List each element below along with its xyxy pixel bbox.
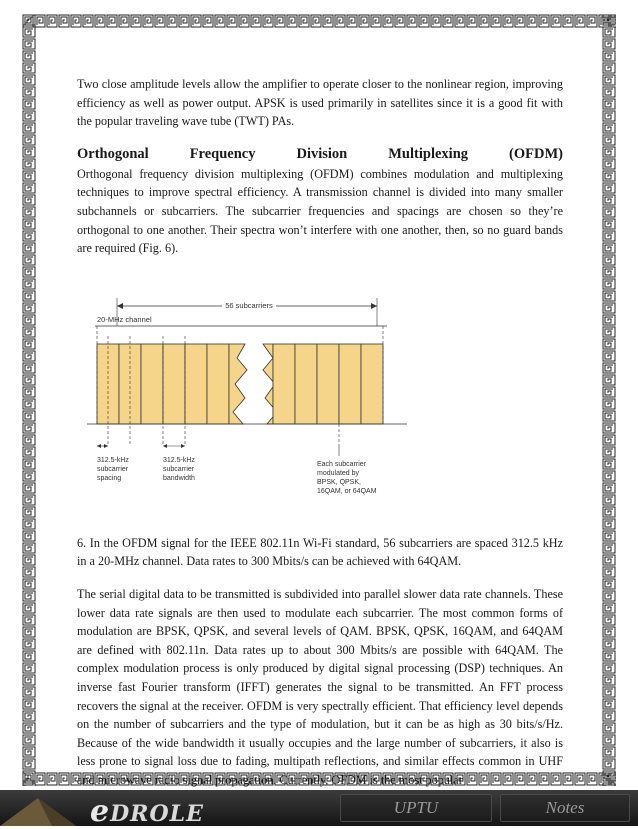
page-content	[77, 75, 563, 789]
border-right	[602, 14, 616, 786]
label-bandwidth-line: 312.5-kHz	[163, 456, 195, 464]
border-top	[22, 14, 616, 28]
paragraph-details: The serial digital data to be transmitted is subdivided into parallel slower data rate channels. These lower data rate signals are then used to modulate each subcarrier. The most common forms of modulation are BPSK, QPSK, and several levels of QAM. BPSK, QPSK, 16QAM, and 64QAM are defined with 802.11n. Data rates up to about 300 Mbits/s are possible with 64QAM. The complex modulation process is only produced by digital signal processing (DSP) techniques. An inverse fast Fourier transform (IFFT) generates the signal to be transmitted. An FFT process recovers the signal at the receiver. OFDM is very spectrally efficient. That efficiency level depends on the number of subcarriers and the type of modulation, but it can be as high as 30 bits/s/Hz. Because of the wide bandwidth it usually occupies and the large number of subcarriers, it also is less prone to signal loss due to fading, multipath reflections, and similar effects common in UHF and microwave radio signal propagation. Currently, OFDM is the most popular	[77, 586, 563, 787]
subcarrier-bar	[317, 344, 339, 424]
label-subcarriers: 56 subcarriers	[225, 300, 273, 310]
heading-word: Division	[296, 145, 348, 162]
label-spacing-line: spacing	[97, 474, 122, 482]
label-modulated-line: 16QAM, or 64QAM	[317, 487, 377, 495]
label-bandwidth-line: bandwidth	[163, 474, 195, 482]
label-modulated-line: modulated by	[317, 469, 360, 477]
label-spacing-line: 312.5-kHz	[97, 456, 129, 464]
subcarrier-group	[97, 344, 383, 424]
subcarrier-bar	[185, 344, 207, 424]
subcarrier-bar	[141, 344, 163, 424]
ofdm-diagram	[77, 296, 563, 518]
subcarrier-bar	[295, 344, 317, 424]
label-channel: 20-MHz channel	[97, 314, 152, 324]
figure-caption: 6. In the OFDM signal for the IEEE 802.11n Wi-Fi standard, 56 subcarriers are spaced 312.5 kHz in a 20-MHz channel. Data rates to 300 Mbits/s can be achieved with 64QAM.	[77, 535, 563, 569]
border-left	[22, 14, 36, 786]
heading-word: Orthogonal	[77, 145, 149, 162]
heading-word: Multiplexing	[388, 145, 469, 162]
subcarrier-bar	[273, 344, 295, 424]
edrole-logo	[90, 794, 204, 829]
label-bandwidth-line: subcarrier	[163, 465, 195, 473]
paragraph-intro: Two close amplitude levels allow the amplifier to operate closer to the nonlinear region, improving efficiency as well as power output. APSK is used primarily in satellites since it is a good fit with the popular traveling wave tube (TWT) PAs.	[77, 77, 563, 129]
subcarrier-bar	[163, 344, 185, 424]
subcarrier-bar	[207, 344, 229, 424]
section-heading	[77, 145, 563, 163]
subcarrier-bar-broken	[229, 344, 247, 424]
subcarrier-bar	[339, 344, 361, 424]
label-spacing-line: subcarrier	[97, 465, 129, 473]
logo-text: DROLE	[110, 801, 204, 827]
tab-notes[interactable]: Notes	[500, 794, 630, 822]
ofdm-figure	[77, 296, 563, 518]
logo-letter: e	[90, 794, 111, 829]
span-arrow-right	[371, 303, 377, 309]
span-arrow-left	[117, 303, 123, 309]
heading-word: (OFDM)	[509, 145, 563, 162]
pyramid-icon	[0, 790, 90, 826]
label-modulated-line: Each subcarrier	[317, 460, 367, 468]
tab-uptu[interactable]: UPTU	[340, 794, 492, 822]
label-modulated-line: BPSK, QPSK,	[317, 478, 361, 486]
footer-bar	[0, 790, 638, 829]
heading-word: Frequency	[189, 145, 256, 162]
subcarrier-bar	[361, 344, 383, 424]
paragraph-ofdm: Orthogonal frequency division multiplexing (OFDM) combines modulation and multiplexing techniques to improve spectral efficiency. A transmission channel is divided into many smaller subchannels or subcarriers. The subcarrier frequencies and spacings are chosen so they’re orthogonal to one another. Their spectra won’t interfere with one another, then, so no guard bands are required (Fig. 6).	[77, 166, 563, 256]
